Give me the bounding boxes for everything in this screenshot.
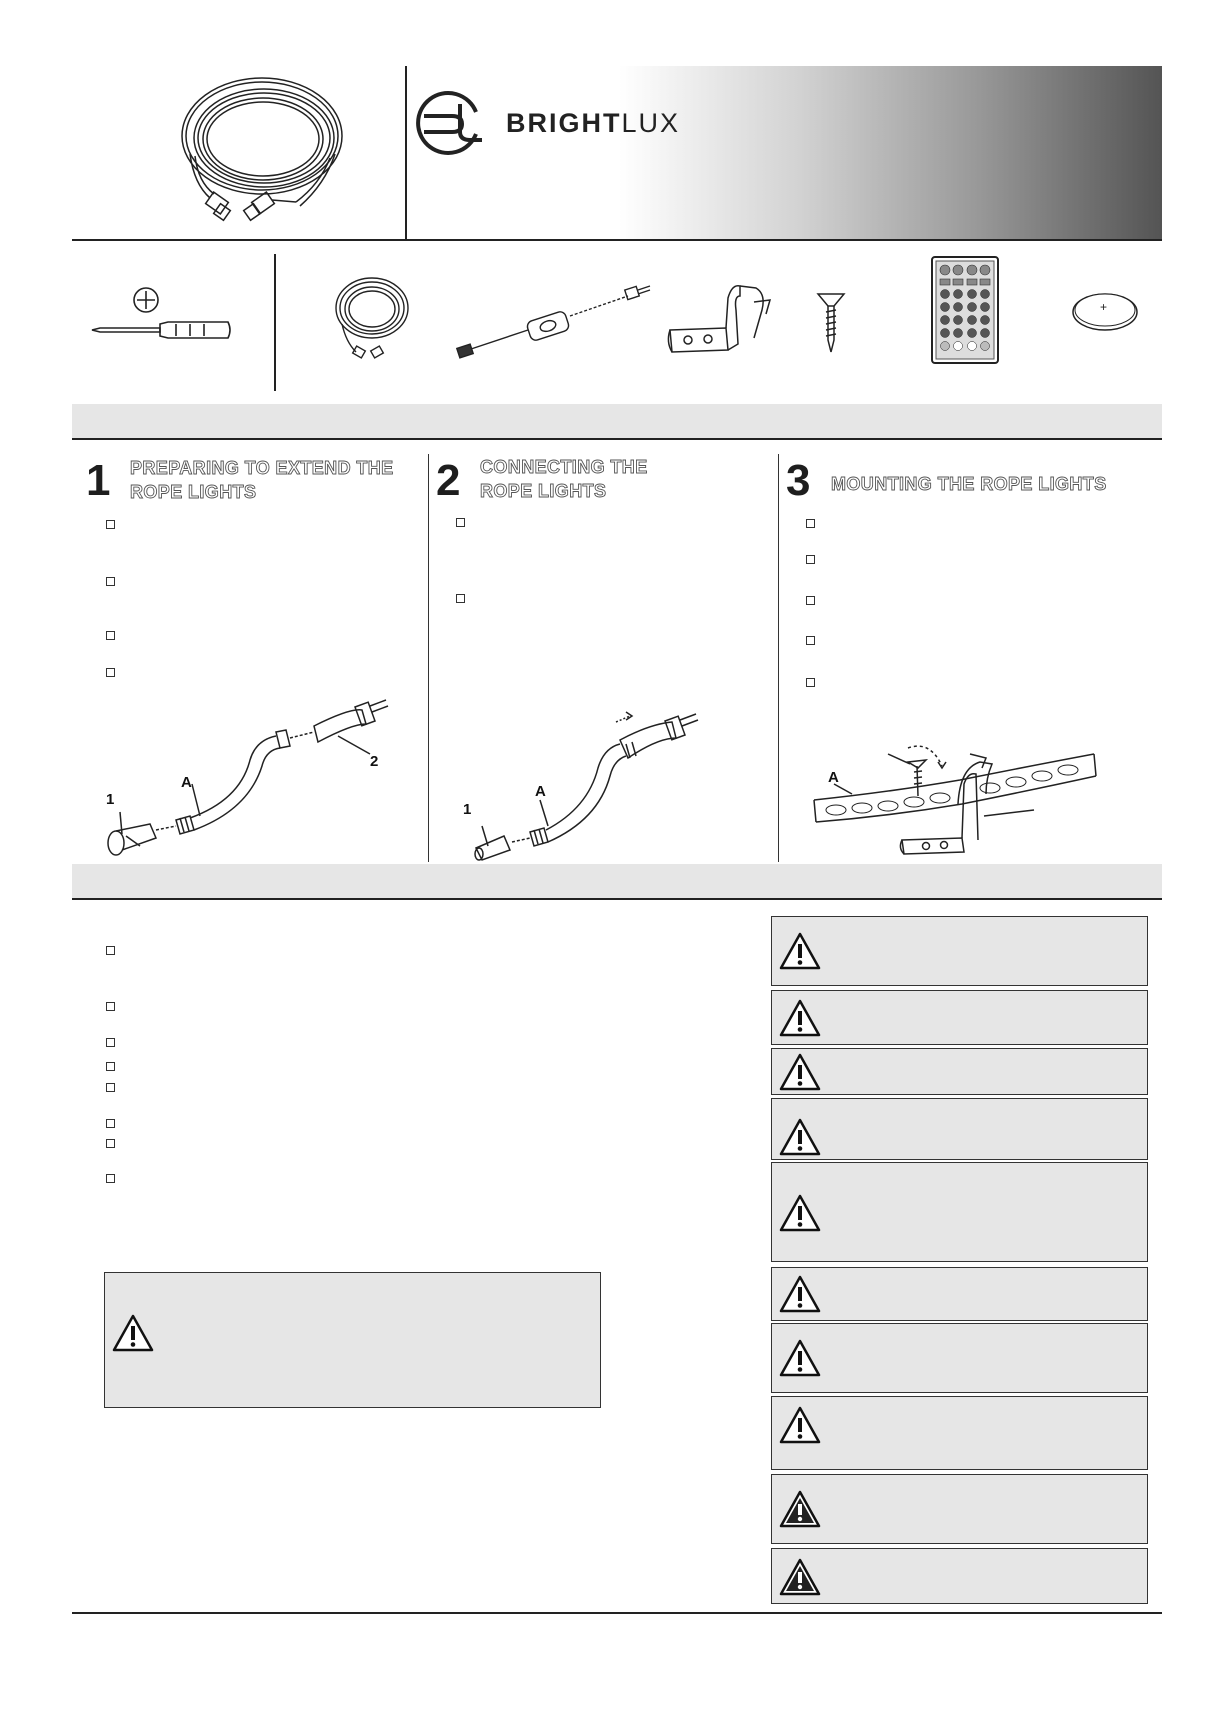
rope-mounting-diagram-icon (810, 744, 1110, 860)
step-2-illustration (470, 708, 730, 860)
caution-box (104, 1272, 601, 1408)
mounting-clip-icon (666, 280, 776, 360)
step-3-number: 3 (786, 456, 811, 505)
step-2-title-line1: CONNECTING THE (480, 457, 648, 477)
checkbox-icon (106, 520, 115, 529)
coiled-rope-light-icon (150, 74, 390, 244)
step-1-title-line1: PREPARING TO EXTEND THE (130, 458, 394, 478)
warning-triangle-icon (778, 1193, 822, 1233)
warning-box-10 (771, 1548, 1148, 1604)
brand-name (506, 108, 680, 139)
warning-box-2 (771, 990, 1148, 1045)
header-product-image (150, 74, 390, 244)
warning-box-3 (771, 1048, 1148, 1095)
warning-box-5 (771, 1162, 1148, 1262)
rope-connect-diagram-icon (470, 708, 730, 860)
warning-box-8 (771, 1396, 1148, 1470)
checkbox-icon (106, 1139, 115, 1148)
checkbox-icon (106, 631, 115, 640)
checkbox-icon (106, 1038, 115, 1047)
checkbox-icon (806, 596, 815, 605)
step-2-title-line2: ROPE LIGHTS (480, 481, 607, 501)
care-section-band (72, 864, 1162, 900)
checkbox-icon (106, 1062, 115, 1071)
warning-box-1 (771, 916, 1148, 986)
part-mounting-clip (666, 280, 776, 360)
bl-logo-icon (412, 90, 486, 156)
warning-triangle-icon (778, 931, 822, 971)
step-3-callout-a: A (828, 769, 839, 786)
warning-box-6 (771, 1267, 1148, 1321)
rope-end-cap-diagram-icon (100, 700, 400, 860)
warning-triangle-icon (778, 998, 822, 1038)
step-2-number: 2 (436, 456, 461, 505)
warning-triangle-icon (778, 1274, 822, 1314)
part-remote-control (931, 256, 999, 364)
step-2-callout-a: A (535, 783, 546, 800)
warning-triangle-filled-icon (778, 1489, 822, 1529)
controller-cord-icon (458, 280, 658, 362)
checkbox-icon (456, 594, 465, 603)
brand-name-light: LUX (621, 108, 681, 138)
phillips-screwdriver-icon (90, 286, 235, 346)
checkbox-icon (806, 636, 815, 645)
checkbox-icon (806, 678, 815, 687)
step-1-number: 1 (86, 456, 111, 505)
warning-box-4 (771, 1098, 1148, 1160)
step-3-title-line1: MOUNTING THE ROPE LIGHTS (831, 474, 1107, 494)
warning-triangle-icon (778, 1117, 822, 1157)
checkbox-icon (106, 1174, 115, 1183)
warning-triangle-icon (111, 1313, 155, 1353)
checkbox-icon (106, 668, 115, 677)
part-battery (1071, 290, 1139, 336)
battery-plus-label: + (1100, 300, 1108, 314)
step-3-illustration (810, 744, 1110, 860)
checkbox-icon (106, 1083, 115, 1092)
screw-icon (816, 290, 846, 354)
remote-control-icon (931, 256, 999, 364)
rope-coil-icon (332, 274, 412, 366)
tool-screwdriver (90, 286, 235, 346)
checkbox-icon (106, 577, 115, 586)
brand-logo (412, 90, 486, 156)
warning-box-7 (771, 1323, 1148, 1393)
part-controller-cord (458, 280, 658, 362)
warning-triangle-filled-icon (778, 1557, 822, 1597)
warning-box-9 (771, 1474, 1148, 1544)
checkbox-icon (106, 1002, 115, 1011)
checkbox-icon (806, 555, 815, 564)
part-screw (816, 290, 846, 354)
step-1-callout-1: 1 (106, 791, 115, 808)
checkbox-icon (106, 946, 115, 955)
brand-banner (408, 66, 1162, 240)
warning-triangle-icon (778, 1338, 822, 1378)
steps-section-band (72, 404, 1162, 440)
step-2-callout-1: 1 (463, 801, 472, 818)
step-1-illustration (100, 700, 400, 860)
step-1-title-line2: ROPE LIGHTS (130, 482, 257, 502)
step-1-callout-2: 2 (370, 753, 379, 770)
checkbox-icon (456, 518, 465, 527)
part-rope-light (332, 274, 412, 366)
warning-triangle-icon (778, 1052, 822, 1092)
checkbox-icon (806, 519, 815, 528)
step-1-callout-a: A (181, 774, 192, 791)
brand-name-bold: BRIGHT (506, 108, 622, 138)
checkbox-icon (106, 1119, 115, 1128)
warning-triangle-icon (778, 1405, 822, 1445)
